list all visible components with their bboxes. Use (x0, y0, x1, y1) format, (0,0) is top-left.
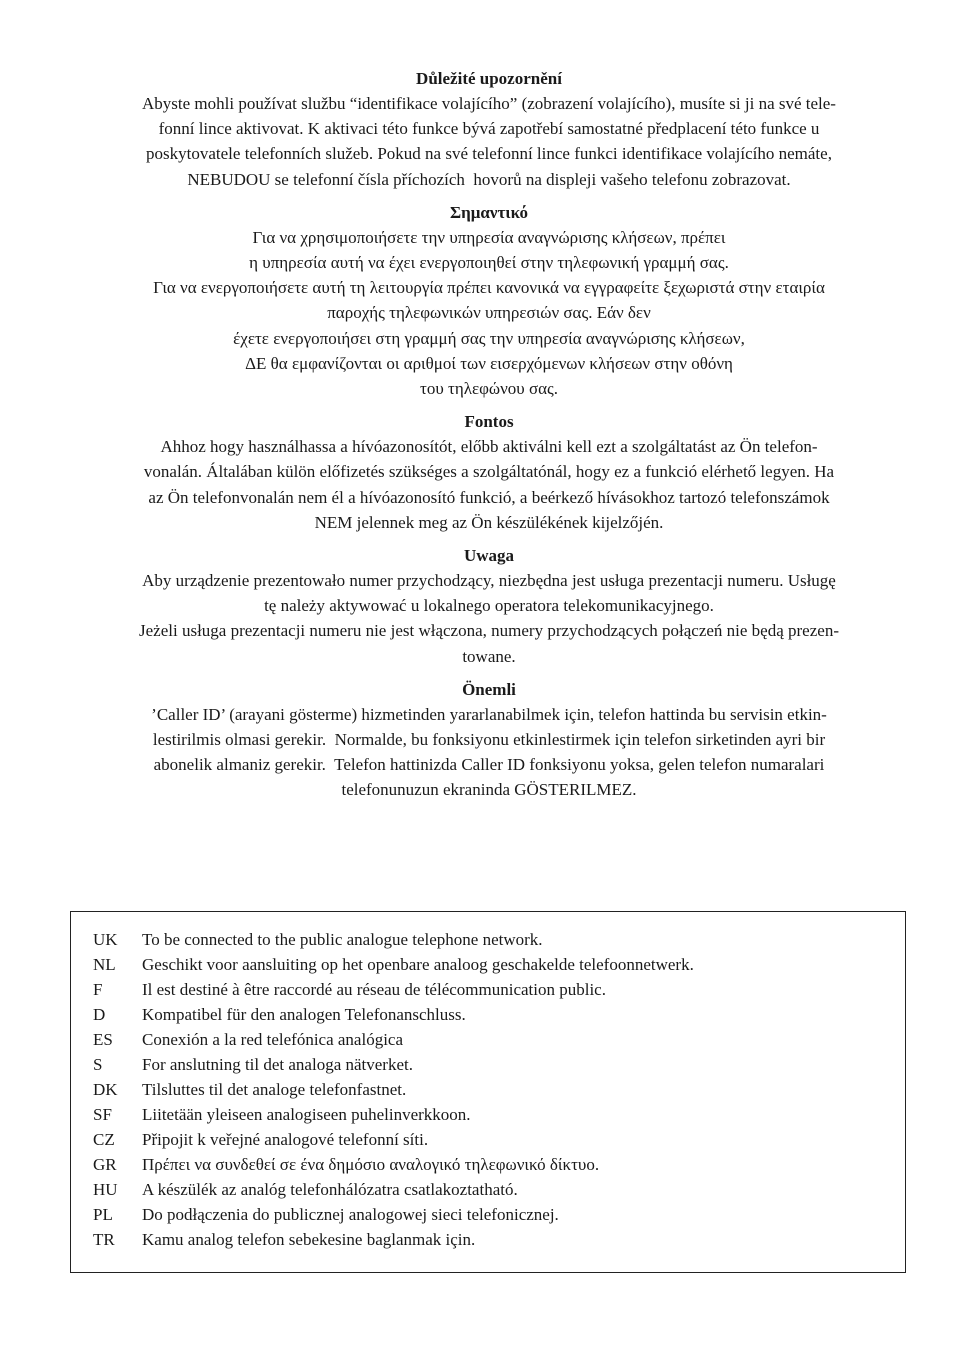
notice-heading: Důležité upozornění (416, 69, 562, 88)
compatibility-row (93, 1202, 694, 1227)
notice-polish (68, 544, 910, 669)
compatibility-text: For anslutning til det analoga nätverket. (142, 1055, 413, 1074)
country-code: S (93, 1055, 103, 1074)
country-code: D (93, 1005, 106, 1024)
compatibility-row (93, 927, 694, 952)
compatibility-row (93, 1027, 694, 1052)
notices-section (68, 67, 910, 812)
compatibility-row (93, 1227, 694, 1252)
notice-line: poskytovatele telefonních služeb. Pokud na své telefonní lince funkci identifikace volajícího nemáte, (146, 144, 832, 164)
notice-line: Ahhoz hogy használhassa a hívóazonosítót, előbb aktiválni kell ezt a szolgáltatást az Ön telefon- (160, 437, 818, 457)
notice-line: Jeżeli usługa prezentacji numeru nie jest włączona, numery przychodzących połączeń nie będą prezen- (139, 621, 839, 641)
country-code: F (93, 980, 103, 999)
compatibility-row (93, 1102, 694, 1127)
compatibility-row (93, 952, 694, 977)
notice-heading: Önemli (462, 679, 516, 699)
notice-line: az Ön telefonvonalán nem él a hívóazonosító funkció, a beérkező hívásokhoz tartozó telefonszámok (148, 487, 830, 507)
compatibility-row (93, 1127, 694, 1152)
compatibility-row (93, 1152, 694, 1177)
country-code: DK (93, 1080, 118, 1099)
notice-line: abonelik almaniz gerekir. Telefon hattinizda Caller ID fonksiyonu yoksa, gelen telefon numaralari (153, 755, 825, 775)
notice-line: fonní lince aktivovat. K aktivaci této funkce bývá zapotřebí samostatné předplacení této funkce u (158, 119, 820, 139)
notice-line: NEM jelennek meg az Ön készülékének kijelzőjén. (314, 512, 664, 532)
country-code: UK (93, 930, 118, 949)
notice-line: lestirilmis olmasi gerekir. Normalde, bu fonksiyonu etkinlestirmek için telefon sirketinden ayri bir (152, 730, 826, 750)
notice-line: NEBUDOU se telefonní čísla příchozích hovorů na displeji vašeho telefonu zobrazovat. (187, 169, 791, 189)
notice-line: telefonunuzun ekraninda GÖSTERILMEZ. (341, 780, 637, 800)
notice-heading: Uwaga (463, 546, 515, 566)
compatibility-list (93, 927, 694, 1252)
compatibility-row (93, 977, 694, 1002)
compatibility-row (93, 1077, 694, 1102)
notice-turkish (68, 678, 910, 803)
notice-line: η υπηρεσία αυτή να έχει ενεργοποιηθεί στην τηλεφωνική γραμμή σας. (249, 253, 729, 273)
compatibility-text: Do podłączenia do publicznej analogowej sieci telefonicznej. (142, 1205, 559, 1224)
notice-czech (68, 67, 910, 192)
country-code: NL (93, 955, 116, 974)
notice-line: Για να χρησιμοποιήσετε την υπηρεσία αναγνώρισης κλήσεων, πρέπει (252, 227, 726, 247)
country-code: CZ (93, 1130, 115, 1149)
notice-line: vonalán. Általában külön előfizetés szükséges a szolgáltatónál, hogy ez a funkció elérhető legyen. Ha (143, 462, 835, 482)
notice-line: του τηλεφώνου σας. (419, 379, 558, 399)
notice-line: έχετε ενεργοποιήσει στη γραμμή σας την υπηρεσία αναγνώρισης κλήσεων, (233, 328, 745, 348)
notice-line: ΔΕ θα εμφανίζονται οι αριθμοί των εισερχόμενων κλήσεων στην οθόνη (245, 353, 733, 373)
compatibility-text: Πρέπει να συνδεθεί σε ένα δημόσιο αναλογικό τηλεφωνικό δίκτυο. (142, 1155, 600, 1174)
notice-line: Aby urządzenie prezentowało numer przychodzący, niezbędna jest usługa prezentacji numeru. Usługę (142, 571, 836, 591)
compatibility-text: A készülék az analóg telefonhálózatra csatlakoztatható. (142, 1180, 518, 1199)
notice-line: tę należy aktywować u lokalnego operatora telekomunikacyjnego. (264, 596, 714, 616)
compatibility-text: Kamu analog telefon sebekesine baglanmak için. (142, 1230, 476, 1249)
compatibility-box (70, 911, 906, 1273)
notice-line: Abyste mohli používat službu “identifikace volajícího” (zobrazení volajícího), musíte si ji na své tele- (142, 94, 836, 113)
notice-hungarian (68, 410, 910, 535)
compatibility-text: Kompatibel für den analogen Telefonanschluss. (142, 1005, 466, 1024)
country-code: SF (93, 1105, 112, 1124)
compatibility-text: To be connected to the public analogue telephone network. (142, 930, 543, 949)
compatibility-row (93, 1177, 694, 1202)
notice-line: ’Caller ID’ (arayani gösterme) hizmetinden yararlanabilmek için, telefon hattinda bu servisin etkin- (151, 704, 827, 724)
compatibility-text: Il est destiné à être raccordé au réseau de télécommunication public. (142, 980, 606, 999)
compatibility-text: Liitetään yleiseen analogiseen puhelinverkkoon. (142, 1105, 471, 1124)
compatibility-text: Geschikt voor aansluiting op het openbare analoog geschakelde telefoonnetwerk. (142, 955, 694, 974)
notice-heading: Fontos (464, 412, 514, 432)
notice-greek (68, 201, 910, 401)
country-code: HU (93, 1180, 118, 1199)
notice-line: Για να ενεργοποιήσετε αυτή τη λειτουργία πρέπει κανονικά να εγγραφείτε ξεχωριστά στην εταιρία (153, 278, 825, 298)
compatibility-text: Tilsluttes til det analoge telefonfastnet. (142, 1080, 407, 1099)
compatibility-row (93, 1002, 694, 1027)
notice-line: towane. (462, 646, 516, 666)
compatibility-row (93, 1052, 694, 1077)
country-code: TR (93, 1230, 115, 1249)
notice-heading: Σημαντικό (449, 202, 529, 222)
country-code: GR (93, 1155, 117, 1174)
country-code: PL (93, 1205, 113, 1224)
compatibility-text: Conexión a la red telefónica analógica (142, 1030, 404, 1049)
country-code: ES (93, 1030, 113, 1049)
compatibility-text: Připojit k veřejné analogové telefonní síti. (142, 1130, 429, 1149)
notice-line: παροχής τηλεφωνικών υπηρεσιών σας. Εάν δεν (327, 303, 651, 323)
